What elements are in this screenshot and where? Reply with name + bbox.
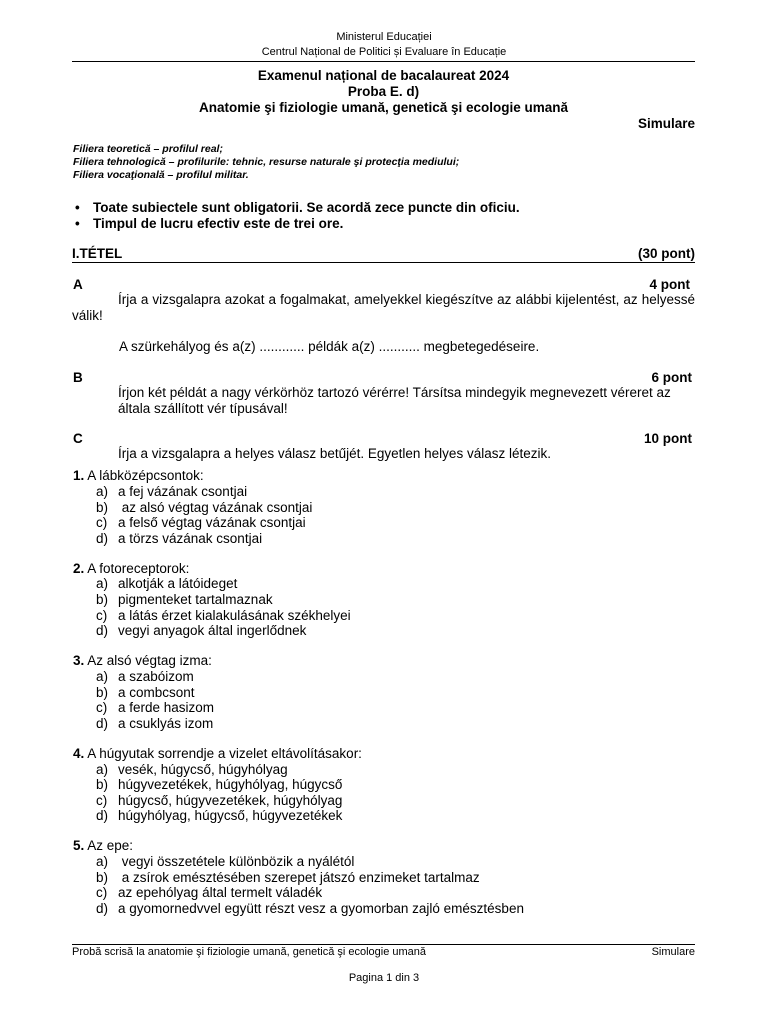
question-item: 5. Az epe: [73, 838, 134, 853]
part-b-points: 6 pont [651, 370, 692, 385]
section-points: (30 pont) [638, 246, 695, 261]
answer-option: a) alkotják a látóideget [96, 576, 238, 591]
header-divider [72, 61, 695, 62]
answer-option: c) húgycső, húgyvezetékek, húgyhólyag [96, 793, 343, 808]
answer-option: c) a látás érzet kialakulásának székhelyei [96, 608, 351, 623]
filiera-line: Filiera tehnologică – profilurile: tehnic, resurse naturale şi protecţia mediului; [73, 156, 460, 168]
part-b-letter: B [73, 370, 83, 385]
part-b-instruction: általa szállított vér típusával! [118, 401, 288, 416]
answer-option: a) a fej vázának csontjai [96, 484, 248, 499]
question-item: 4. A húgyutak sorrendje a vizelet eltávolításakor: [73, 746, 362, 761]
answer-option: a) a szabóizom [96, 669, 194, 684]
bullet-icon: • [75, 216, 80, 231]
exam-proba: Proba E. d) [347, 84, 420, 99]
answer-option: c) a felső végtag vázának csontjai [96, 515, 306, 530]
part-c-instruction: Írja a vizsgalapra a helyes válasz betűjét. Egyetlen helyes válasz létezik. [118, 446, 551, 461]
section-underline [72, 262, 695, 263]
answer-option: d) a törzs vázának csontjai [96, 531, 263, 546]
part-a-instruction: Írja a vizsgalapra azokat a fogalmakat, amelyekkel kiegészítve az alábbi kijelentést, az helyessé válik! [72, 292, 695, 323]
question-item: 1. A lábközépcsontok: [73, 468, 204, 483]
filiera-line: Filiera vocaţională – profilul militar. [73, 169, 249, 181]
answer-option: d) húgyhólyag, húgycső, húgyvezetékek [96, 808, 343, 823]
answer-option: a) vesék, húgycső, húgyhólyag [96, 762, 288, 777]
answer-option: d) a gyomornedvvel együtt részt vesz a gyomorban zajló emésztésben [96, 901, 524, 916]
part-a-statement: A szürkehályog és a(z) ............ példák a(z) ........... megbetegedéseire. [119, 339, 540, 354]
exam-subject: Anatomie şi fiziologie umană, genetică şi ecologie umană [198, 100, 569, 115]
simulation-badge: Simulare [637, 116, 695, 131]
page-number: Pagina 1 din 3 [348, 972, 420, 984]
answer-option: c) az epehólyag által termelt váladék [96, 885, 323, 900]
filiera-line: Filiera teoretică – profilul real; [73, 143, 223, 155]
part-a-points: 4 pont [649, 277, 690, 292]
answer-option: b) a combcsont [96, 685, 195, 700]
question-item: 3. Az alsó végtag izma: [73, 653, 212, 668]
part-b-instruction: Írjon két példát a nagy vérkörhöz tartozó vérérre! Társítsa mindegyik megnevezett véreret az [118, 385, 671, 400]
part-a-letter: A [73, 277, 83, 292]
answer-option: d) vegyi anyagok által ingerlődnek [96, 623, 307, 638]
footer-subject: Probă scrisă la anatomie şi fiziologie umană, genetică şi ecologie umană [72, 946, 427, 958]
answer-option: b) az alsó végtag vázának csontjai [96, 500, 313, 515]
answer-option: d) a csuklyás izom [96, 716, 214, 731]
part-c-points: 10 pont [643, 431, 692, 446]
footer-badge: Simulare [651, 946, 695, 958]
answer-option: a) vegyi összetétele különbözik a nyálétól [96, 854, 355, 869]
bullet-icon: • [75, 200, 80, 215]
center-name: Centrul Național de Politici și Evaluare în Educație [261, 46, 507, 58]
part-c-letter: C [73, 431, 83, 446]
section-title: I.TÉTEL [72, 246, 123, 261]
question-item: 2. A fotoreceptorok: [73, 561, 190, 576]
answer-option: b) a zsírok emésztésében szerepet játszó enzimeket tartalmaz [96, 870, 480, 885]
answer-option: c) a ferde hasizom [96, 700, 215, 715]
rule-item: • Toate subiectele sunt obligatorii. Se acordă zece puncte din oficiu. [75, 200, 520, 215]
exam-title: Examenul național de bacalaureat 2024 [257, 68, 510, 83]
answer-option: b) húgyvezetékek, húgyhólyag, húgycső [96, 777, 343, 792]
ministry-name: Ministerul Educației [336, 31, 432, 43]
footer-divider [72, 944, 695, 945]
rule-item: • Timpul de lucru efectiv este de trei ore. [75, 216, 344, 231]
answer-option: b) pigmenteket tartalmaznak [96, 592, 273, 607]
